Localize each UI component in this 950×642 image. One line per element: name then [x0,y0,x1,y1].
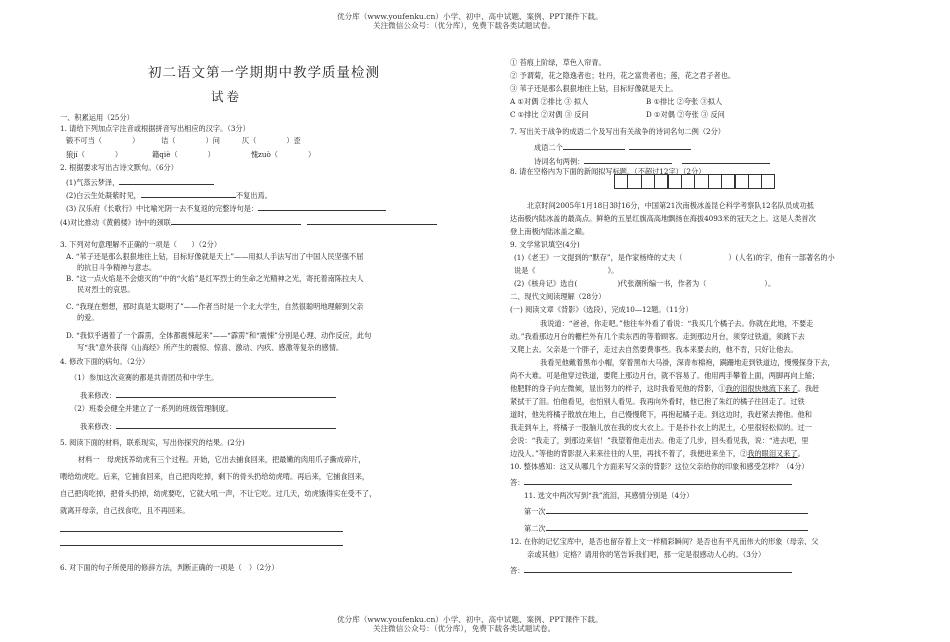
q4-label: 我来修改： [80,422,116,431]
q3-option-b-cont: 民对烈士的哀思。 [77,285,135,294]
q1-row-2 [66,150,315,159]
q2-text: 不复出焉。 [235,191,272,200]
q6-sentence-1: ① 苔痕上阶绿，草色入帘青。 [510,58,606,67]
q7-poems [534,155,770,166]
q6-option-d[interactable]: D ①对偶 ②夸张 ③ 反问 [646,110,725,119]
q1-item: 诘（ [161,136,176,145]
reading-heading: (一) 阅读文章《背影》（选段），完成10—12题。（11分） [510,305,693,314]
reading-text: 边没人。”等他的背影混入来来往往的人里，再找不着了，我便进来坐下，② [510,449,748,458]
underlined-sentence-2: 我的眼泪又来了 [747,449,798,458]
q9-item-1-cont [514,266,618,275]
q2-text: (2)白云生处凝紫时见， [66,191,141,200]
q2-text: (3) 汉乐府《长歌行》中比喻光阴一去不复返的完整诗句是： [66,204,259,213]
q9-text: 说是《 [514,266,536,275]
reading-para: 我走到车上，将橘子一股脑儿放在我的皮大衣上。于是扑扑衣上的泥土，心里很轻松似的。过一 [510,423,812,432]
q4-answer-1 [80,389,336,400]
headline-box[interactable] [708,174,722,189]
answer-blank[interactable] [524,564,792,573]
q9-item-1 [514,253,835,262]
section-heading: 一、积累运用（25分） [60,113,134,122]
q2-text: (1)气蒸云梦泽， [66,178,120,187]
answer-blank[interactable] [141,189,236,198]
q1-item: ） [307,150,316,159]
headline-box[interactable] [627,174,641,189]
reading-para: 又爬上去。父亲是一个胖子，走过去自然要费事些。我本来要去的，他不肯，只好让他去。 [510,345,798,354]
underlined-sentence-1: 我的泪很快地流下来了 [725,384,798,393]
q6-sentence-2: ② 予谓菊，花之隐逸者也；牡丹，花之富贵者也；莲，花之君子者也。 [510,71,736,80]
q3-option-d: D. “我似乎遇着了一个霹雳，全体都震悚起来”——“霹雳”和“震悚”分别是心理、动作反应，此句 [66,331,372,340]
answer-blank[interactable] [119,176,214,185]
answer-label: 答： [510,566,525,575]
q1-item: ） [286,136,294,145]
q2-item-3 [66,202,386,213]
footer-line-1: 优分库（www.youfenku.cn）小学、初中、高中试题、案例、PPT课件下载。 [337,615,603,624]
q8-news-1: 北京时间2005年1月18日3时16分，中国第21次南极冰盖昆仑科学考察队12名队员成功抵 [527,201,814,210]
q7-idioms [534,141,691,152]
q4-item-1: （1）参加这次竞赛的都是共青团员和中学生。 [70,373,219,382]
q7-label: 诗词名句两例： [534,157,585,166]
answer-blank[interactable] [116,389,336,398]
reading-para: 会说：“我走了，到那边来信！”我望着他走出去。他走了几步，回头看见我，说：“进去吧，里 [510,436,809,445]
q9-text: (2)《核舟记》选自( [514,279,578,288]
headline-box[interactable] [668,174,682,189]
answer-blank[interactable] [116,420,336,429]
q8-news-2: 达南极内陆冰盖的最高点。鲜艳的五星红旗高高地飘扬在海拔4093米的冠天之上。这是人类首次 [510,214,816,223]
answer-blank[interactable] [584,155,672,164]
reading-para: 我说道：“爸爸，你走吧。”他往车外看了看说：“我买几个橘子去。你就在此地，不要走 [540,319,814,328]
q3-option-b: B. “这一点火焰是不会熄灭的”中的“火焰”是红军烈士的生命之光精神之光，寄托着南陈拉夫人 [66,274,364,283]
q5-answer-line[interactable] [60,545,343,546]
question-11: 11. 选文中两次写到“我”流泪，其感情分别是（4分） [524,491,694,500]
q6-sentence-3: ③ 苇子还是那么狠狠地往上钻，目标好像就是天上。 [510,84,678,93]
question-8: 8. 请在空格内为下面的新闻拟写标题。（不超过12字）（2分） [510,167,706,176]
header-line-1: 优分库（www.youfenku.cn）小学、初中、高中试题、案例、PPT课件下载。 [337,12,603,21]
reading-para: 尚不大难。可是他穿过铁道，要爬上那边月台，就不容易了。他用两手攀着上面，两脚再向上缩； [510,371,820,380]
q1-item: 仄（ [241,136,257,145]
q9-text: ）(人名)的字，他有一部著名的小 [728,253,835,262]
section-heading-2: 二、现代文阅读理解（28分） [510,292,606,301]
q12-answer [510,564,792,575]
answer-blank[interactable] [629,141,691,150]
question-10: 10. 整体感知：这又从哪几个方面来写父亲的背影？这位父亲给你的印象和感受怎样？（4分） [510,462,809,471]
q1-item: ） [205,136,213,145]
reading-text: 。我赶 [797,384,820,393]
headline-box[interactable] [694,174,708,189]
exam-subtitle: 试卷 [211,89,243,104]
q3-option-c-cont: 的爱。 [77,313,99,322]
question-12-cont: 亲或其他）定格？请用你的笔告诉我们吧，那一定是很感动人心的。（3分） [527,550,766,559]
reading-para: 我看见他戴着黑布小帽，穿着黑布大马褂，深青布棉袍，蹒跚地走到铁道边，慢慢探身下去， [540,358,835,367]
q2-item-2 [66,189,272,200]
q9-text: 》。 [607,266,619,275]
headline-box[interactable] [681,174,695,189]
q5-para-4: 就离开母亲，自己找食吃，且不再回来。 [60,506,190,515]
reading-text: 他肥胖的身子向左微倾，显出努力的样子，这时我看见他的背影，① [510,384,726,393]
question-2: 2. 根据要求写出古诗文默句。（6分） [60,163,178,172]
q2-item-1 [66,176,214,187]
headline-box[interactable] [654,174,668,189]
reading-para: 动。”我看那边月台的栅栏外有几个卖东西的等着顾客。走到那边月台，须穿过铁道，须跳下去 [510,332,805,341]
question-9: 9. 文学常识填空(4分) [510,240,580,249]
reading-text: 。 [797,449,805,458]
q1-item: 愧zuò（ [250,150,278,159]
headline-box[interactable] [761,174,775,189]
answer-blank[interactable] [524,476,792,485]
q1-item: 问 [212,136,220,145]
reading-para: 紧拭干了泪。怕他看见，也怕别人看见。我再向外看时，他已抱了朱红的橘子往回走了。过铁 [510,397,805,406]
q5-para-2: 喂给幼虎吃。后来，它捕食回来，自己把肉吃掉，剩下的骨头扔给幼虎啃。再后来，它捕食回来， [60,472,370,481]
q3-option-d-cont: 写“我”意外获得《山海经》所产生的震惊、惊喜、激动、内疚、感激等复杂的感情。 [77,343,344,352]
question-12: 12. 在你的记忆宝库中，是否也留存着上文一样精彩瞬间？是否也有平凡而伟大的形象（母亲、父 [510,537,819,546]
q9-text: ）。 [764,279,776,288]
q11-first [524,505,808,516]
question-1: 1. 请给下列加点字注音或根据拼音写出相应的汉字。（3分） [60,124,250,133]
footer-line-2: 关注微信公众号：（优分库），免费下载各类试题试卷。 [373,624,556,633]
q9-text: (1)《老王》一文提到的“默存”，是作家杨绛的丈夫（ [514,253,683,262]
q7-label: 成语二个 [534,143,563,152]
q3-option-c: C. “我现在想想，那时真是太聪明了”——作者当时是一个北大学生，自然很聪明地理解到父亲 [66,302,364,311]
answer-blank[interactable] [563,141,625,150]
answer-label: 第一次 [524,507,546,516]
headline-box[interactable] [614,174,628,189]
answer-blank[interactable] [171,216,301,225]
answer-blank[interactable] [546,505,808,514]
answer-blank[interactable] [682,155,770,164]
q1-item: 歪 [293,136,301,145]
q1-item: 籍qiè（ [152,150,178,159]
headline-box-grid[interactable] [614,174,775,189]
q2-text: (4)对比推动《黄鹤楼》诗中的颈联 [60,218,171,227]
answer-label: 答： [510,478,525,487]
headline-box[interactable] [735,174,749,189]
q8-news-3: 登上南极内陆冰盖之巅。 [510,227,590,236]
q1-item: ） [131,136,140,145]
question-3: 3. 下列对句意理解不正确的一项是（ ）（2分） [60,240,222,249]
question-5: 5. 阅读下面的材料，联系现实，写出你探究的结果。(2分) [60,438,245,447]
question-7: 7. 写出关于战争的成语二个及写出有关战争的诗词名句二例（2分） [510,127,725,136]
q6-option-c[interactable]: C ①排比 ②对偶 ③ 反问 [510,110,589,119]
headline-box[interactable] [721,174,735,189]
q4-label: 我来修改： [80,391,116,400]
q4-answer-2 [80,420,336,431]
question-4: 4. 修改下面的病句。（2分） [60,357,150,366]
headline-box[interactable] [748,174,762,189]
q5-para-3: 自己把肉吃掉，把骨头扔掉，幼虎要吃，它就大吼一声，不让它吃。过几天，幼虎饿得实在受不了， [60,489,377,498]
q1-row-1 [66,136,301,145]
answer-blank[interactable] [546,522,808,531]
q9-item-2 [514,279,775,288]
q3-option-a: A. “苇子还是那么狠狠地往上钻，目标好像就是天上”——用拟人手法写出了中国人民坚强不屈 [66,252,364,261]
answer-label: 第二次 [524,524,546,533]
q1-item: ） [114,150,123,159]
q5-para-1: 材料一 母虎抚养幼虎有三个过程。开始，它出去捕食回来，把最嫩的肉用爪子撕成碎片， [78,455,366,464]
q6-option-b[interactable]: B ①排比 ②夸张 ③拟人 [646,97,723,106]
reading-para [510,449,805,458]
headline-box[interactable] [641,174,655,189]
exam-title: 初二语文第一学期期中教学质量检测 [148,65,380,81]
q9-text: )代张潮所编一书，作者为（ [617,279,707,288]
answer-blank[interactable] [307,216,437,225]
q10-answer [510,476,792,487]
q6-option-a[interactable]: A ①对偶 ②排比 ③ 拟人 [510,97,589,106]
q1-item: 狼jí（ [66,150,85,159]
reading-para: 道时，他先将橘子散放在地上，自己慢慢爬下，再抱起橘子走。到这边时，我赶紧去搀他。他和 [510,410,812,419]
q3-option-a-cont: 的抗日斗争精神与意志。 [77,263,157,272]
q5-answer-line[interactable] [60,531,343,532]
q1-item: ） [207,150,215,159]
q4-item-2: （2）班委会健全并建立了一系列的班级管理制度。 [70,404,233,413]
q11-second [524,522,808,533]
answer-blank[interactable] [258,202,386,211]
header-line-2: 关注微信公众号：（优分库），免费下载各类试题试卷。 [373,21,556,30]
q2-item-4 [60,216,437,227]
q1-item: 锻不可当（ [66,136,102,145]
question-6: 6. 对下面的句子所使用的修辞方法，判断正确的一项是（ ）（2分） [60,563,279,572]
reading-para [510,384,819,393]
